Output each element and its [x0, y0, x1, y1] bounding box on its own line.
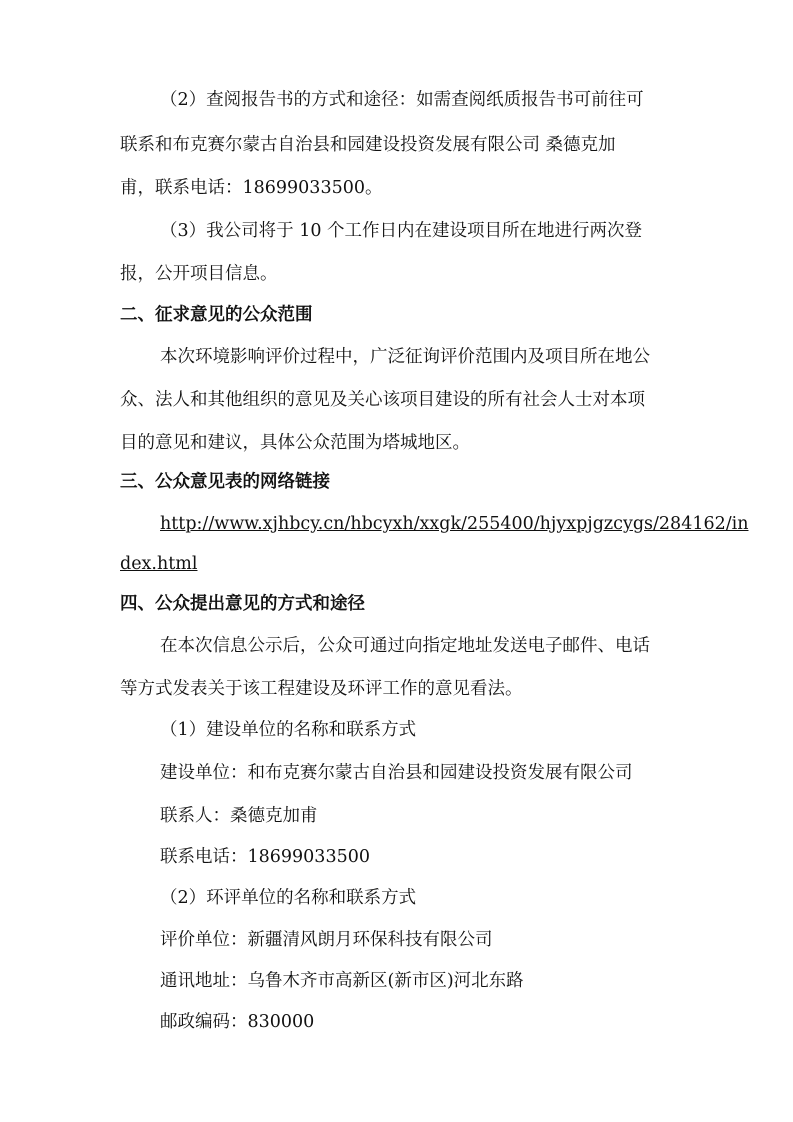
review-method-line-1: （2）查阅报告书的方式和途径：如需查阅纸质报告书可前往可	[160, 90, 644, 110]
public-scope-line-3: 目的意见和建议，具体公众范围为塔城地区。	[120, 433, 470, 453]
feedback-method-line-1: 在本次信息公示后，公众可通过向指定地址发送电子邮件、电话	[160, 636, 650, 656]
notice-plan-line-1: （3）我公司将于 10 个工作日内在建设项目所在地进行两次登	[160, 221, 643, 241]
public-scope-line-2: 众、法人和其他组织的意见及关心该项目建设的所有社会人士对本项	[120, 390, 645, 410]
survey-link-line-2[interactable]: dex.html	[120, 554, 198, 574]
review-method-line-2: 联系和布克赛尔蒙古自治县和园建设投资发展有限公司 桑德克加	[120, 135, 616, 155]
public-scope-line-1: 本次环境影响评价过程中，广泛征询评价范围内及项目所在地公	[160, 347, 650, 367]
builder-contact-person: 联系人：桑德克加甫	[160, 806, 318, 826]
feedback-method-line-2: 等方式发表关于该工程建设及环评工作的意见看法。	[120, 679, 523, 699]
builder-unit: 建设单位：和布克赛尔蒙古自治县和园建设投资发展有限公司	[160, 763, 633, 783]
section-4-heading: 四、公众提出意见的方式和途径	[120, 594, 365, 614]
eia-postcode: 邮政编码：830000	[160, 1012, 315, 1032]
notice-plan-line-2: 报，公开项目信息。	[120, 264, 278, 284]
eia-unit: 评价单位：新疆清风朗月环保科技有限公司	[160, 930, 493, 950]
section-3-heading: 三、公众意见表的网络链接	[120, 472, 330, 492]
survey-link-line-1[interactable]: http://www.xjhbcy.cn/hbcyxh/xxgk/255400/hjyxpjgzcygs/284162/in	[160, 514, 749, 534]
eia-address: 通讯地址：乌鲁木齐市高新区(新市区)河北东路	[160, 971, 524, 991]
builder-phone: 联系电话：18699033500	[160, 847, 370, 867]
builder-contact-title: （1）建设单位的名称和联系方式	[160, 720, 417, 740]
eia-contact-title: （2）环评单位的名称和联系方式	[160, 888, 417, 908]
review-method-line-3: 甫，联系电话：18699033500。	[120, 178, 383, 198]
section-2-heading: 二、征求意见的公众范围	[120, 305, 313, 325]
